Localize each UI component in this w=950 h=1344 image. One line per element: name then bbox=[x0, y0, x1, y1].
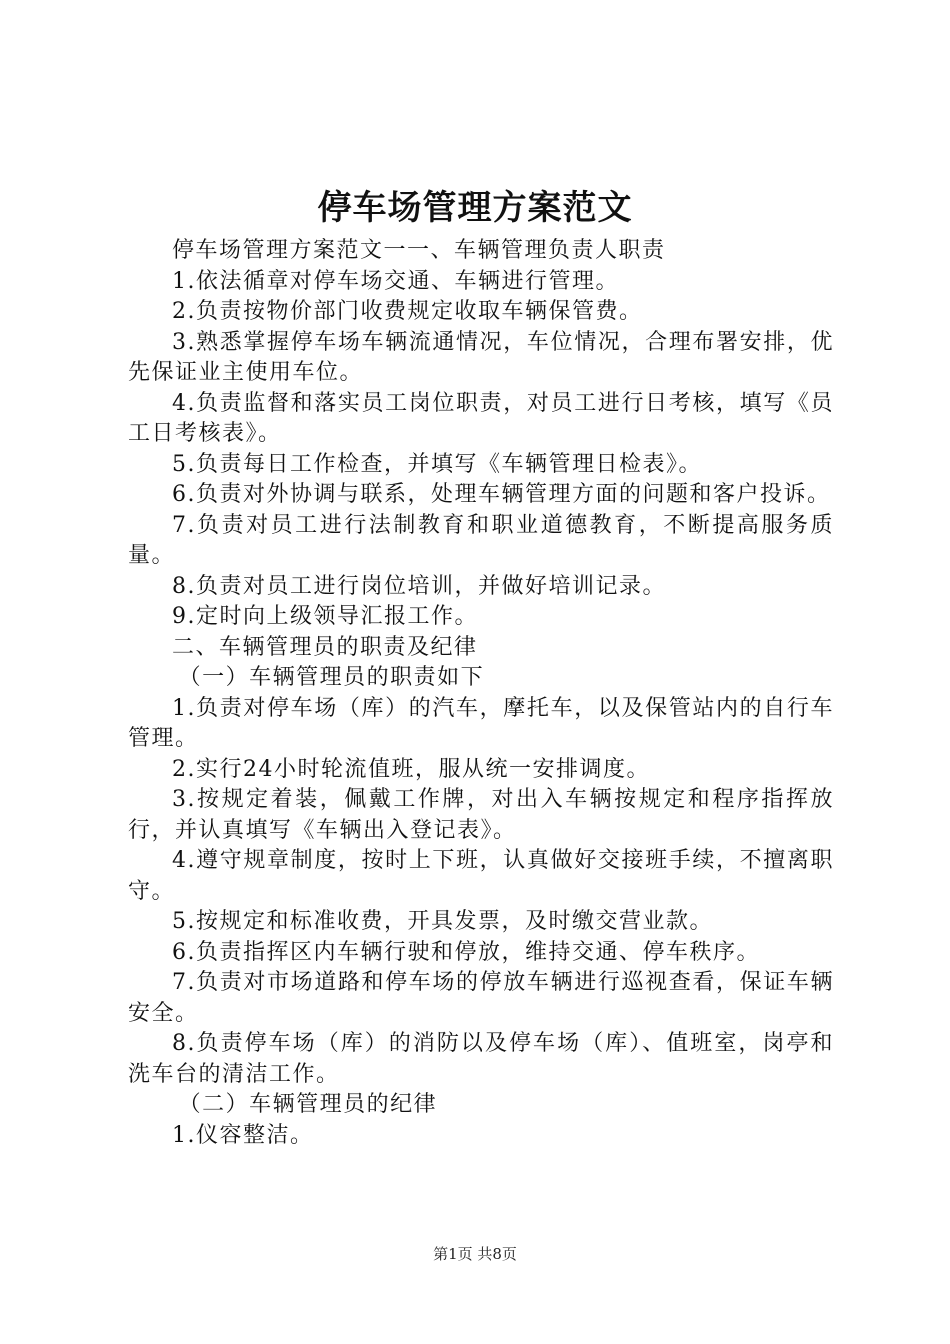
document-title: 停车场管理方案范文 bbox=[317, 188, 633, 228]
paragraph-item: 1.仪容整洁。 bbox=[172, 1122, 314, 1148]
paragraph-item: 5.按规定和标准收费，开具发票，及时缴交营业款。 bbox=[172, 909, 713, 934]
paragraph-item: 7.负责对市场道路和停车场的停放车辆进行巡视查看，保证车辆安全。 bbox=[128, 970, 834, 1026]
paragraph-item: 1.依法循章对停车场交通、车辆进行管理。 bbox=[172, 268, 619, 294]
paragraph-item: 7.负责对员工进行法制教育和职业道德教育，不断提高服务质量。 bbox=[128, 512, 834, 568]
paragraph-item: 2.负责按物价部门收费规定收取车辆保管费。 bbox=[172, 299, 643, 324]
paragraph-item: 6.负责指挥区内车辆行驶和停放，维持交通、停车秩序。 bbox=[172, 939, 760, 965]
paragraph-item: 3.熟悉掌握停车场车辆流通情况，车位情况，合理布署安排，优先保证业主使用车位。 bbox=[128, 329, 834, 385]
paragraph-item: 2.实行24小时轮流值班，服从统一安排调度。 bbox=[172, 756, 650, 782]
document-body bbox=[128, 236, 834, 1151]
paragraph-item: 6.负责对外协调与联系，处理车辆管理方面的问题和客户投诉。 bbox=[172, 482, 831, 507]
paragraph-item: 8.负责对员工进行岗位培训，并做好培训记录。 bbox=[172, 573, 666, 599]
subsection-heading: （一）车辆管理员的职责如下 bbox=[178, 665, 485, 690]
paragraph-item: 8.负责停车场（库）的消防以及停车场（库）、值班室，岗亭和洗车台的清洁工作。 bbox=[128, 1031, 834, 1087]
subsection-heading: （二）车辆管理员的纪律 bbox=[178, 1092, 438, 1117]
paragraph-intro: 停车场管理方案范文一一、车辆管理负责人职责 bbox=[172, 238, 666, 263]
paragraph-item: 4.遵守规章制度，按时上下班，认真做好交接班手续，不擅离职守。 bbox=[128, 848, 834, 904]
paragraph-item: 5.负责每日工作检查，并填写《车辆管理日检表》。 bbox=[172, 451, 702, 477]
page-number-footer: 第1页 共8页 bbox=[433, 1245, 517, 1263]
paragraph-item: 4.负责监督和落实员工岗位职责，对员工进行日考核，填写《员工日考核表》。 bbox=[128, 390, 834, 446]
paragraph-item: 9.定时向上级领导汇报工作。 bbox=[172, 604, 478, 629]
paragraph-item: 1.负责对停车场（库）的汽车，摩托车，以及保管站内的自行车管理。 bbox=[128, 695, 834, 751]
paragraph-item: 3.按规定着装，佩戴工作牌，对出入车辆按规定和程序指挥放行，并认真填写《车辆出入登记表》。 bbox=[128, 787, 834, 843]
section-heading: 二、车辆管理员的职责及纪律 bbox=[172, 634, 478, 660]
